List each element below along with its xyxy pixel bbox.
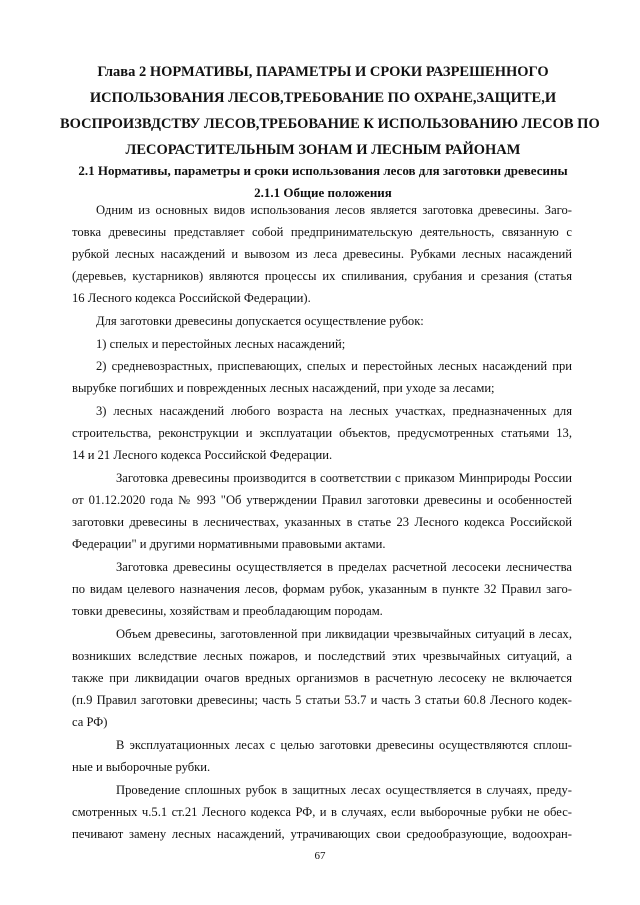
body-line: вырубке погибших и поврежденных лесных насаждений, при уходе за лесами; — [72, 381, 495, 395]
body-line: Заготовка древесины осуществляется в пределах расчетной лесосеки лесничества — [116, 560, 572, 574]
chapter-title-line: ЛЕСОРАСТИТЕЛЬНЫМ ЗОНАМ И ЛЕСНЫМ РАЙОНАМ — [125, 142, 521, 158]
body-line: заготовки древесины в лесничествах, указанных в статье 23 Лесного кодекса Российской — [72, 515, 572, 529]
body-line: 3) лесных насаждений любого возраста на лесных участках, предназначенных для — [96, 404, 572, 418]
body-line: печивают замену лесных насаждений, утрачивающих свои средообразующие, водоохран- — [72, 827, 572, 841]
body-line: са РФ) — [72, 715, 108, 729]
body-line: Одним из основных видов использования лесов является заготовка древесины. Заго- — [96, 203, 572, 217]
body-line: возникших вследствие лесных пожаров, и последствий этих чрезвычайных ситуаций, а — [72, 649, 572, 663]
body-line: 16 Лесного кодекса Российской Федерации). — [72, 291, 311, 305]
body-line: 1) спелых и перестойных лесных насаждений; — [96, 337, 346, 351]
section-title: 2.1 Нормативы, параметры и сроки использования лесов для заготовки древесины — [78, 163, 568, 178]
page-number: 67 — [314, 850, 326, 862]
body-line: Федерации" и другими нормативными правовыми актами. — [72, 537, 386, 551]
body-line: от 01.12.2020 года № 993 "Об утверждении Правил заготовки древесины и особенностей — [72, 493, 572, 507]
body-line: рубкой лесных насаждений и вывозом из леса древесины. Рубками лесных насаждений — [72, 247, 572, 261]
chapter-title-line: ИСПОЛЬЗОВАНИЯ ЛЕСОВ,ТРЕБОВАНИЕ ПО ОХРАНЕ,ЗАЩИТЕ,И — [89, 90, 557, 106]
chapter-title-line: Глава 2 НОРМАТИВЫ, ПАРАМЕТРЫ И СРОКИ РАЗРЕШЕННОГО — [97, 64, 549, 80]
body-line: товка древесины представляет собой предпринимательскую деятельность, связанную с — [72, 225, 572, 239]
body-line: по видам целевого назначения лесов, формам рубок, указанным в пункте 32 Правил заго- — [72, 582, 572, 596]
body-line: ные и выборочные рубки. — [72, 760, 211, 774]
body-line: Проведение сплошных рубок в защитных лесах осуществляется в случаях, преду- — [116, 783, 572, 797]
body-line: товки древесины, хозяйствам и преобладающим породам. — [72, 604, 383, 618]
chapter-title-line: ВОСПРОИЗВДСТВУ ЛЕСОВ,ТРЕБОВАНИЕ К ИСПОЛЬЗОВАНИЮ ЛЕСОВ ПО — [60, 116, 600, 132]
body-line: 2) средневозрастных, приспевающих, спелых и перестойных лесных насаждений при — [96, 359, 572, 373]
body-line: В эксплуатационных лесах с целью заготовки древесины осуществляются сплош- — [116, 738, 572, 752]
body-line: (деревьев, кустарников) являются процессы их спиливания, срубания и срезания (статья — [72, 269, 572, 283]
body-line: смотренных ч.5.1 ст.21 Лесного кодекса РФ, и в случаях, если выборочные рубки не обес- — [72, 805, 572, 819]
body-line: Объем древесины, заготовленной при ликвидации чрезвычайных ситуаций в лесах, — [116, 627, 572, 641]
body-line: Для заготовки древесины допускается осуществление рубок: — [96, 314, 424, 328]
subsection-title: 2.1.1 Общие положения — [254, 185, 392, 200]
body-line: 14 и 21 Лесного кодекса Российской Федерации. — [72, 448, 333, 462]
section-heading — [60, 160, 586, 204]
body-line: строительства, реконструкции и эксплуатации объектов, предусмотренных статьями 13, — [72, 426, 572, 440]
chapter-title — [60, 59, 600, 163]
body-line: (п.9 Правил заготовки древесины; часть 5 статьи 53.7 и часть 3 статьи 60.8 Лесного кодек- — [72, 693, 572, 707]
body-line: Заготовка древесины производится в соответствии с приказом Минприроды России — [116, 471, 572, 485]
body-line: также при ликвидации очагов вредных организмов в расчетную лесосеку не включается — [72, 671, 572, 685]
